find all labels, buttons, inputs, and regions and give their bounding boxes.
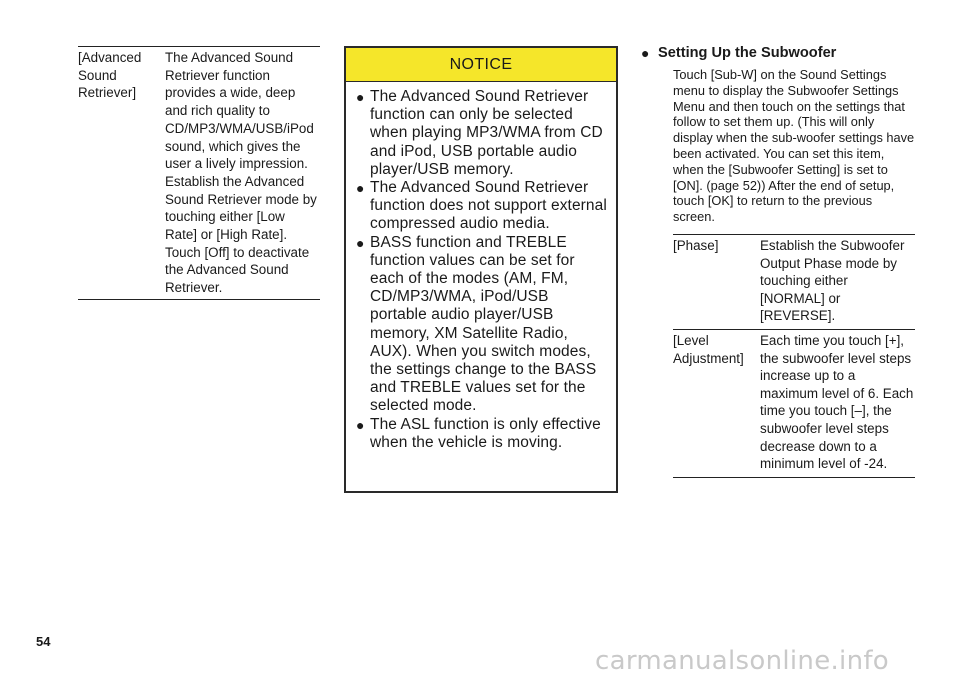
- notice-item-text: The Advanced Sound Retriever function can only be selected when playing MP3/WMA from CD and iPod, USB portable audio player/USB memory.: [370, 88, 603, 178]
- notice-item-text: The ASL function is only effective when the vehicle is moving.: [370, 415, 601, 451]
- bullet-icon: ●: [356, 180, 365, 197]
- notice-heading: NOTICE: [346, 48, 616, 82]
- notice-list: [346, 82, 616, 452]
- table-bottom-rule: [78, 299, 320, 300]
- watermark: carmanualsonline.info: [595, 646, 890, 676]
- table-row: [78, 47, 320, 299]
- table-description: The Advanced Sound Retriever function provides a wide, deep and rich quality to CD/MP3/WMA/USB/iPod sound, which gives the user a lively impression. Establish the Advanced Sound Retriever mode by touching either [Low Rate] or [High Rate]. Touch [Off] to deactivate the Advanced Sound Retriever.: [165, 50, 317, 296]
- table-row: [673, 235, 915, 329]
- page-number: 54: [36, 634, 51, 649]
- notice-item-text: BASS function and TREBLE function values can be set for each of the modes (AM, FM, CD/MP3/WMA, iPod/USB portable audio player/USB memory, XM Satellite Radio, AUX). When you switch modes, the settings change to the BASS and TREBLE values set for the selected mode.: [370, 233, 597, 415]
- table-description: Each time you touch [+], the subwoofer level steps increase up to a maximum level of 6. Each time you touch [–], the subwoofer level steps decrease down to a minimum level of -24.: [760, 332, 914, 472]
- notice-item: [354, 179, 608, 234]
- notice-item: [354, 88, 608, 179]
- bullet-icon: ●: [356, 89, 365, 105]
- table-term: [Level Adjustment]: [673, 332, 744, 366]
- notice-item: [354, 416, 608, 452]
- notice-box: [344, 46, 618, 493]
- subwoofer-heading-text: Setting Up the Subwoofer: [658, 45, 837, 61]
- table-rule: [673, 477, 915, 478]
- bullet-icon: ●: [356, 234, 365, 251]
- notice-item: [354, 234, 608, 416]
- table-row: [673, 330, 915, 477]
- notice-item-text: The Advanced Sound Retriever function does not support external compressed audio media.: [370, 179, 607, 233]
- subwoofer-instructions: Touch [Sub-W] on the Sound Settings menu to display the Subwoofer Settings Menu and then touch on the settings that follow to set them up. (This will only display when the sub-woofer settings have been activated. You can set this item, when the [Subwoofer Setting] is set to [ON]. (page 52)) After the end of setup, touch [OK] to return to the previous screen.: [673, 67, 915, 225]
- subwoofer-heading: [641, 44, 915, 62]
- advanced-sound-retriever-table: [78, 46, 320, 300]
- bullet-icon: ●: [641, 45, 650, 61]
- subwoofer-settings-table: [673, 234, 915, 478]
- table-term: [Phase]: [673, 237, 719, 253]
- subwoofer-section: [641, 44, 915, 478]
- bullet-icon: ●: [356, 416, 365, 433]
- table-term: [Advanced Sound Retriever]: [78, 50, 142, 101]
- table-description: Establish the Subwoofer Output Phase mode by touching either [NORMAL] or [REVERSE].: [760, 237, 905, 324]
